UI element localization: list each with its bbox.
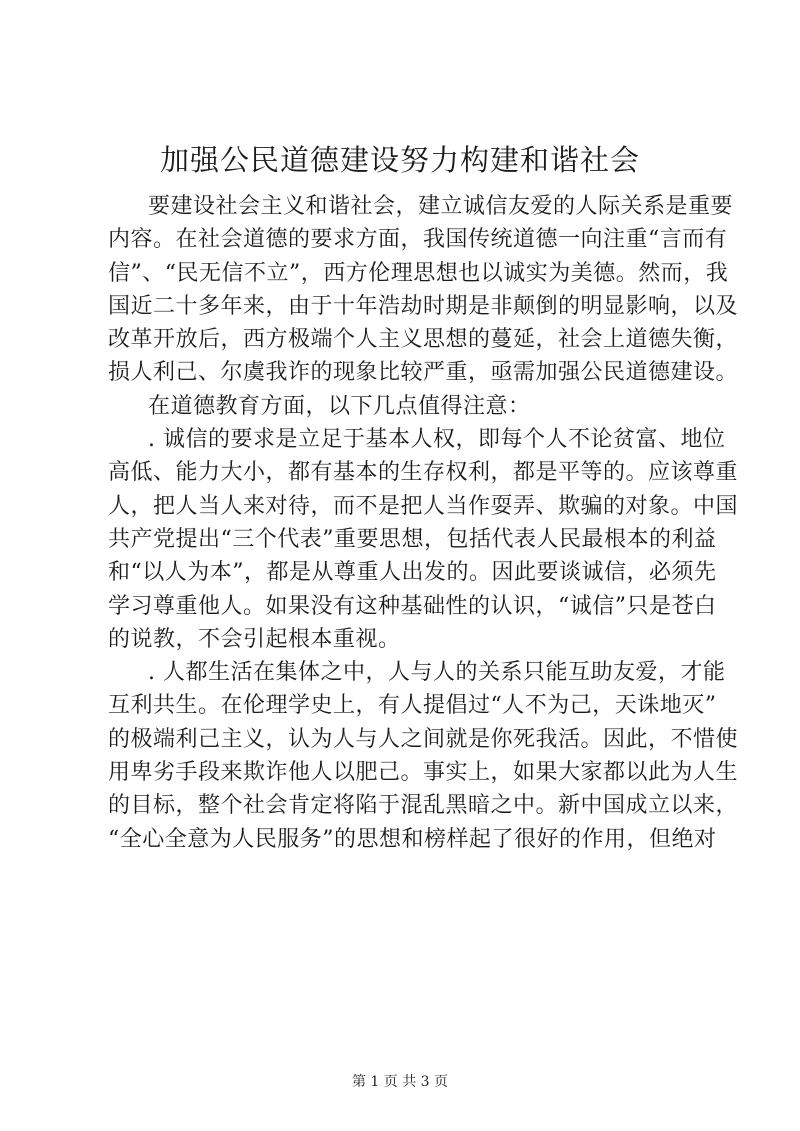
text-line: 信”、“民无信不立”，西方伦理思想也以诚实为美德。然而，我: [108, 260, 729, 286]
paragraph: [108, 390, 716, 423]
paragraph: [108, 423, 739, 656]
text-line: 内容。在社会道德的要求方面，我国传统道德一向注重“言而有: [108, 227, 728, 253]
text-line: 改革开放后，西方极端个人主义思想的蔓延，社会上道德失衡，: [108, 327, 739, 353]
text-line: 损人利己、尔虞我诈的现象比较严重，亟需加强公民道德建设。: [108, 360, 739, 386]
text-line: 的说教，不会引起根本重视。: [108, 626, 401, 652]
page-footer: [0, 1072, 800, 1092]
document-body: [108, 190, 739, 856]
text-line: 用卑劣手段来欺诈他人以肥己。事实上，如果大家都以此为人生: [108, 760, 739, 786]
text-line: 学习尊重他人。如果没有这种基础性的认识，“诚信”只是苍白: [108, 593, 717, 619]
text-line: . 诚信的要求是立足于基本人权，即每个人不论贫富、地位: [148, 427, 726, 453]
text-line: 要建设社会主义和谐社会，建立诚信友爱的人际关系是重要: [148, 194, 734, 219]
text-line: “全心全意为人民服务”的思想和榜样起了很好的作用，但绝对: [108, 826, 717, 852]
paragraph: [108, 190, 739, 390]
text-line: 人，把人当人来对待，而不是把人当作耍弄、欺骗的对象。中国: [108, 493, 739, 519]
text-line: . 人都生活在集体之中，人与人的关系只能互助友爱，才能: [148, 660, 726, 686]
text-line: 在道德教育方面，以下几点值得注意：: [148, 393, 531, 419]
text-line: 国近二十多年来，由于十年浩劫时期是非颠倒的明显影响，以及: [108, 293, 739, 319]
page-number-label: 第 1 页 共 3 页: [351, 1074, 449, 1090]
text-line: 互利共生。在伦理学史上，有人提倡过“人不为己，天诛地灭”: [108, 693, 717, 719]
text-line: 的目标，整个社会肯定将陷于混乱黑暗之中。新中国成立以来，: [108, 793, 739, 819]
text-line: 高低、能力大小，都有基本的生存权利，都是平等的。应该尊重: [108, 460, 739, 486]
paragraph: [108, 656, 739, 856]
document-title: 加强公民道德建设努力构建和谐社会: [159, 143, 640, 177]
text-line: 和“以人为本”，都是从尊重人出发的。因此要谈诚信，必须先: [108, 560, 717, 586]
text-line: 共产党提出“三个代表”重要思想，包括代表人民最根本的利益: [108, 526, 717, 552]
text-line: 的极端利己主义，认为人与人之间就是你死我活。因此，不惜使: [108, 726, 739, 752]
